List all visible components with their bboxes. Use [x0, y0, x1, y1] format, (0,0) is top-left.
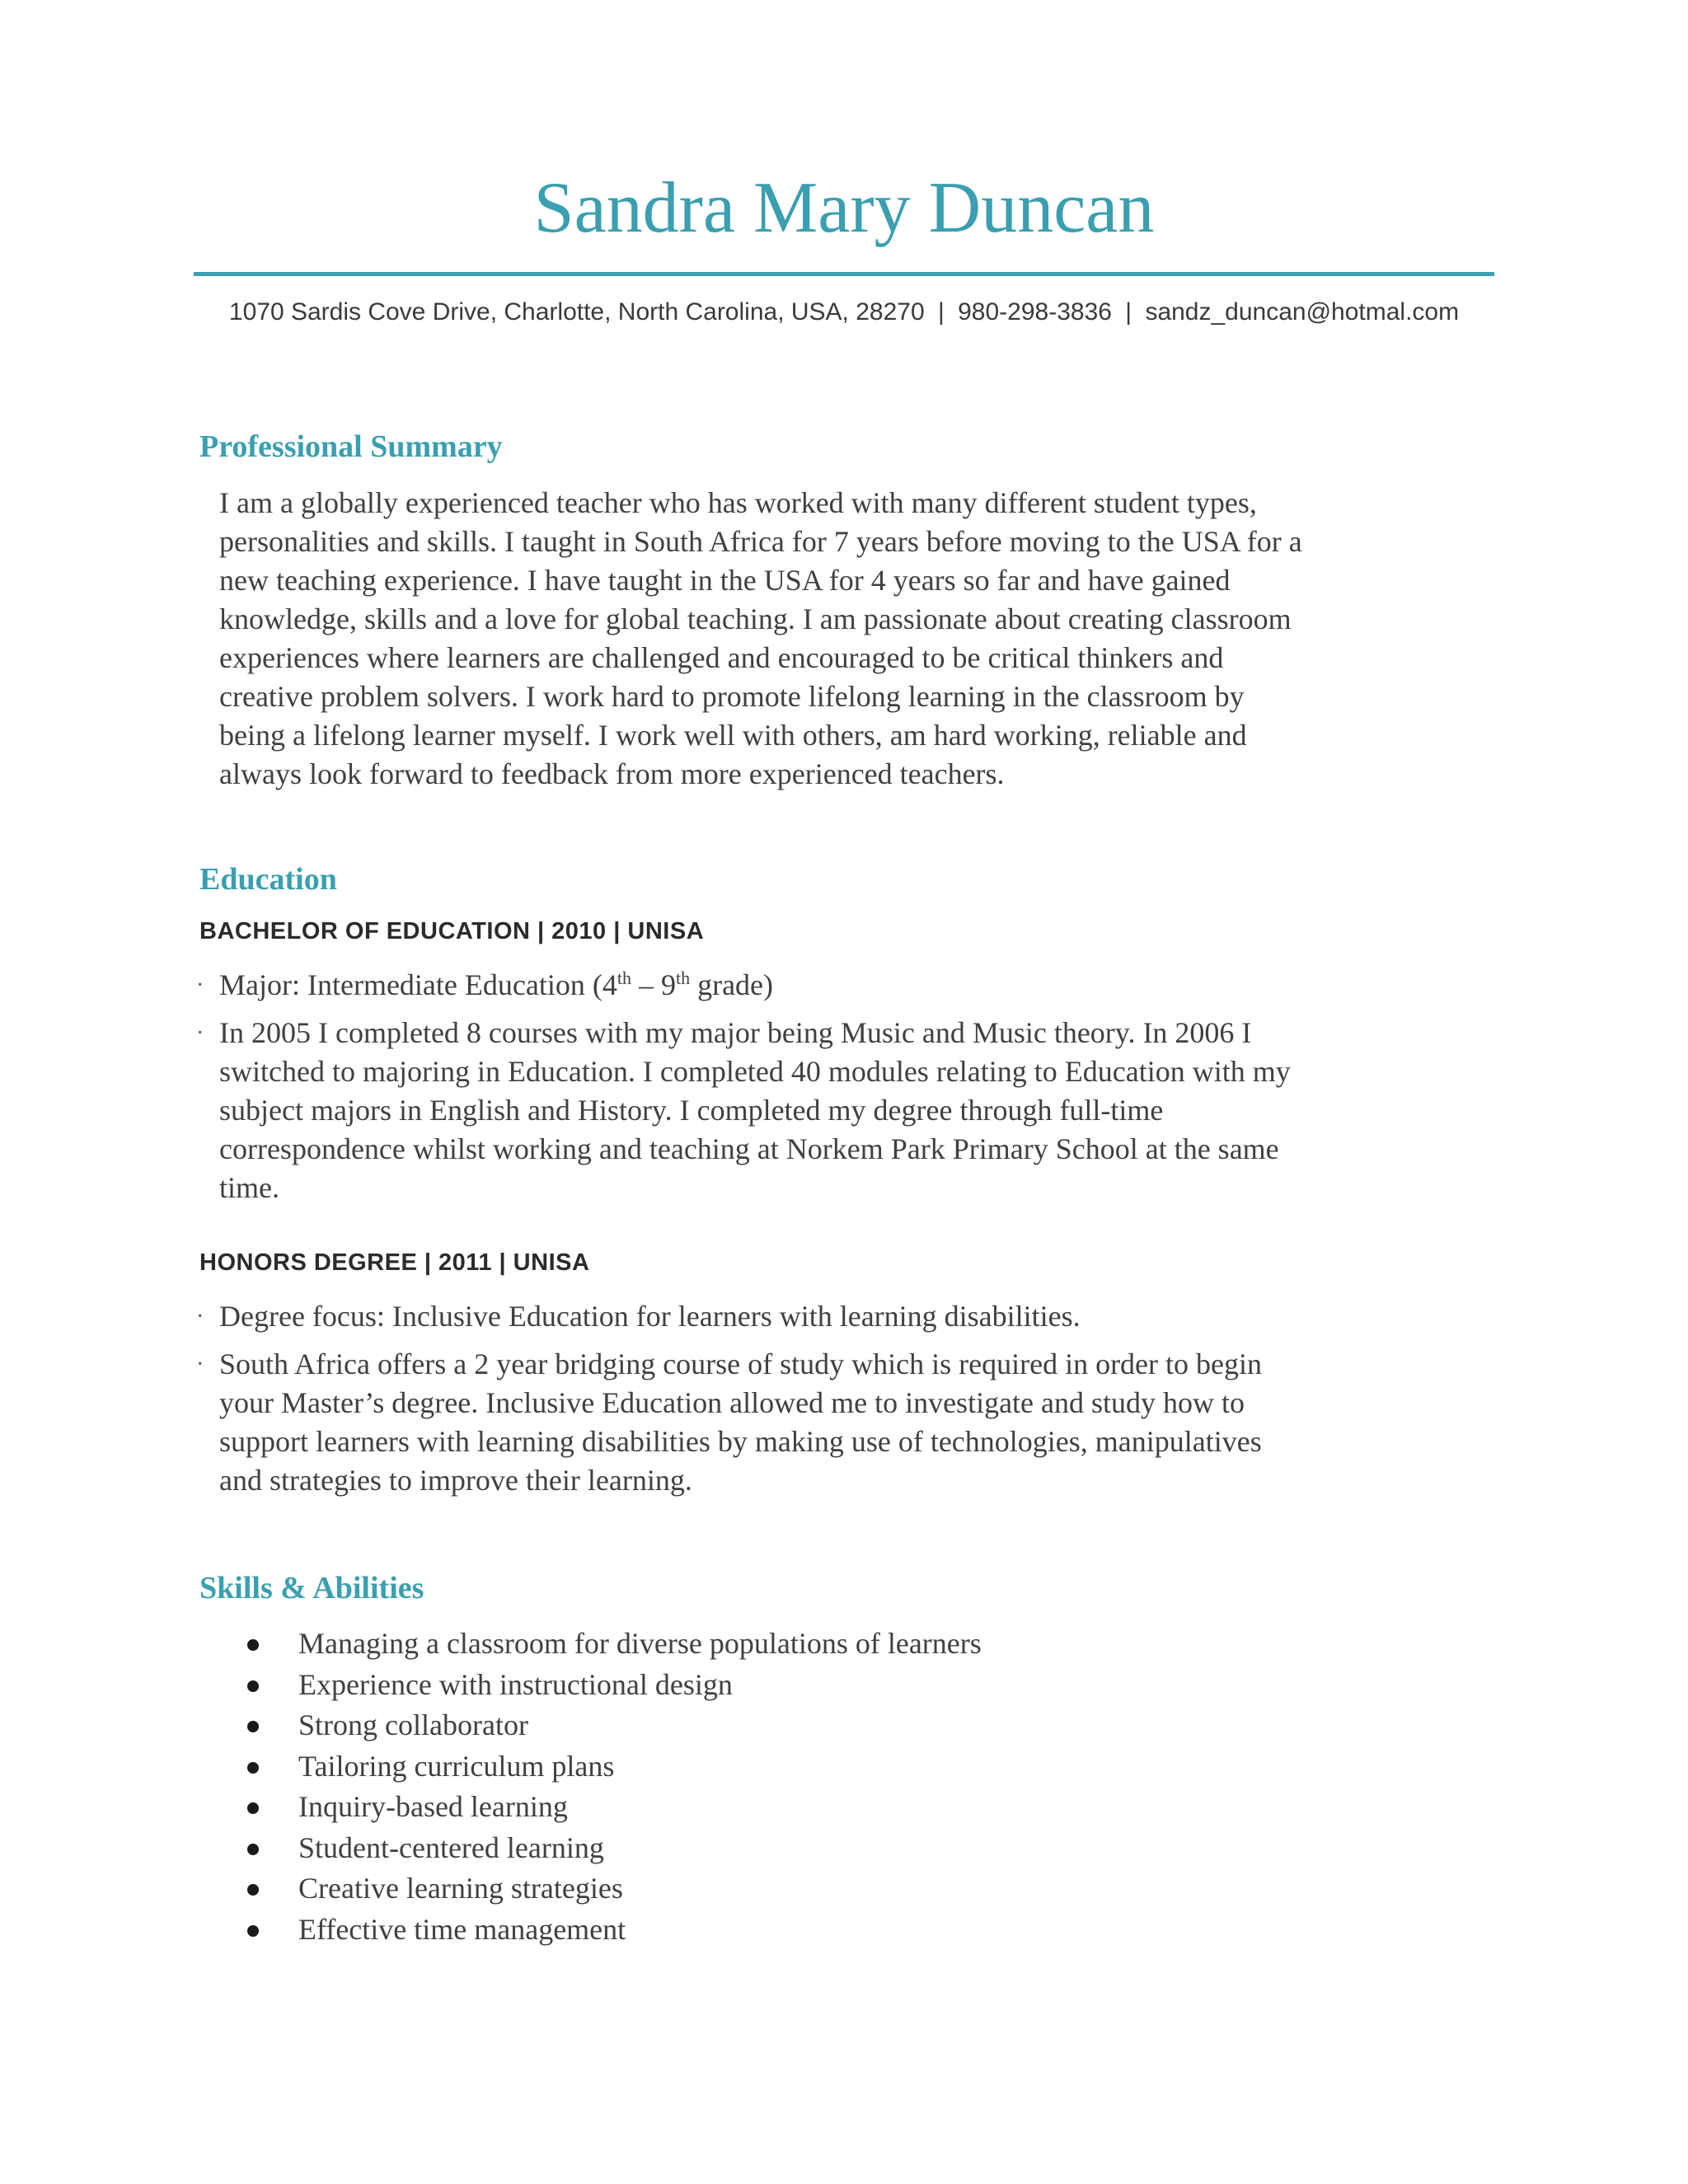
- skill-text: Student-centered learning: [298, 1830, 604, 1864]
- summary-line: experiences where learners are challenged and encouraged to be critical thinkers and: [219, 641, 1224, 674]
- bullet-line: support learners with learning disabilities by making use of technologies, manipulatives: [219, 1425, 1262, 1458]
- bullet-disc-icon: [247, 1680, 259, 1692]
- bullet-text: [219, 1345, 1490, 1500]
- section-title-skills: Skills & Abilities: [199, 1571, 424, 1605]
- summary-line: creative problem solvers. I work hard to promote lifelong learning in the classroom by: [219, 680, 1245, 713]
- bullet-disc-icon: [247, 1639, 259, 1651]
- skill-text: Tailoring curriculum plans: [298, 1749, 615, 1783]
- major-text: Major: Intermediate Education (4: [219, 968, 617, 1001]
- section-title-summary: Professional Summary: [199, 429, 503, 464]
- contact-separator: |: [937, 298, 945, 326]
- bullet-dot: ·: [196, 1352, 204, 1377]
- bullet-line: switched to majoring in Education. I completed 40 modules relating to Education with my: [219, 1055, 1291, 1088]
- degree-heading-bachelor: BACHELOR OF EDUCATION | 2010 | UNISA: [199, 918, 705, 944]
- section-title-education: Education: [199, 862, 337, 897]
- summary-line: new teaching experience. I have taught in the USA for 4 years so far and have gained: [219, 564, 1231, 597]
- bullet-line: your Master’s degree. Inclusive Education allowed me to investigate and study how to: [219, 1386, 1245, 1419]
- bullet-disc-icon: [247, 1762, 259, 1774]
- bullet-disc-icon: [247, 1802, 259, 1814]
- bullet-text: [219, 1014, 1490, 1207]
- major-grade: grade): [690, 968, 774, 1001]
- list-item: [247, 1787, 982, 1828]
- major-range: – 9: [631, 968, 676, 1001]
- summary-line: personalities and skills. I taught in South Africa for 7 years before moving to the USA for a: [219, 525, 1302, 558]
- summary-line: knowledge, skills and a love for global teaching. I am passionate about creating classroom: [219, 602, 1292, 635]
- candidate-name: Sandra Mary Duncan: [533, 168, 1155, 248]
- summary-paragraph: [219, 484, 1489, 794]
- ordinal-suffix: th: [617, 968, 631, 988]
- bullet-disc-icon: [247, 1884, 259, 1896]
- bullet-line: South Africa offers a 2 year bridging course of study which is required in order to begin: [219, 1347, 1263, 1380]
- contact-separator: |: [1125, 298, 1132, 326]
- summary-line: I am a globally experienced teacher who has worked with many different student types,: [219, 486, 1257, 519]
- phone-number: 980-298-3836: [958, 298, 1112, 326]
- education-bullet: [196, 1345, 1490, 1500]
- bullet-text: Degree focus: Inclusive Education for learners with learning disabilities.: [219, 1300, 1081, 1333]
- bullet-line: subject majors in English and History. I completed my degree through full-time: [219, 1094, 1164, 1127]
- list-item: [247, 1910, 982, 1951]
- bullet-text: [219, 966, 1490, 1005]
- bullet-line: time.: [219, 1171, 279, 1204]
- summary-line: always look forward to feedback from more experienced teachers.: [219, 757, 1005, 790]
- list-item: [247, 1828, 982, 1869]
- bullet-disc-icon: [247, 1925, 259, 1937]
- bullet-dot: ·: [196, 972, 204, 998]
- education-bullet: [196, 966, 1490, 1005]
- email-address: sandz_duncan@hotmal.com: [1145, 298, 1460, 326]
- education-bullet: [196, 1297, 1490, 1336]
- skill-text: Inquiry-based learning: [298, 1790, 568, 1823]
- bullet-disc-icon: [247, 1721, 259, 1732]
- skill-text: Effective time management: [298, 1912, 626, 1946]
- summary-line: being a lifelong learner myself. I work well with others, am hard working, reliable and: [219, 719, 1247, 752]
- ordinal-suffix: th: [675, 968, 691, 988]
- list-item: [247, 1624, 982, 1665]
- skill-text: Strong collaborator: [298, 1708, 528, 1741]
- skill-text: Experience with instructional design: [298, 1667, 733, 1701]
- bullet-dot: ·: [196, 1020, 204, 1046]
- header-divider: [194, 272, 1494, 276]
- contact-line: [194, 298, 1494, 326]
- skills-list: [247, 1624, 982, 1950]
- list-item: [247, 1705, 982, 1746]
- degree-heading-honors: HONORS DEGREE | 2011 | UNISA: [199, 1249, 590, 1276]
- skill-text: Managing a classroom for diverse populations of learners: [298, 1627, 982, 1660]
- bullet-line: and strategies to improve their learning.: [219, 1464, 692, 1497]
- list-item: [247, 1746, 982, 1788]
- bullet-dot: ·: [196, 1304, 204, 1329]
- list-item: [247, 1868, 982, 1910]
- bullet-line: In 2005 I completed 8 courses with my major being Music and Music theory. In 2006 I: [219, 1016, 1252, 1049]
- bullet-line: correspondence whilst working and teaching at Norkem Park Primary School at the same: [219, 1132, 1279, 1165]
- bullet-disc-icon: [247, 1844, 259, 1855]
- education-bullet: [196, 1014, 1490, 1207]
- skill-text: Creative learning strategies: [298, 1872, 623, 1905]
- list-item: [247, 1665, 982, 1706]
- address: 1070 Sardis Cove Drive, Charlotte, North Carolina, USA, 28270: [228, 298, 925, 326]
